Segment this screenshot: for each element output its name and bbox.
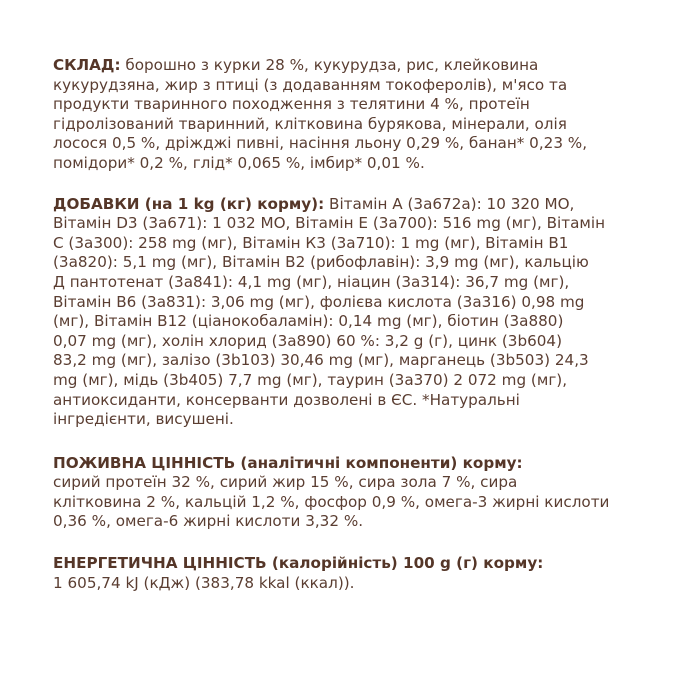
composition-line-3: продукти тваринного походження з телятини 4 %, протеїн xyxy=(53,95,530,114)
product-label-text xyxy=(53,56,638,593)
nutrition-line-1: сирий протеїн 32 %, сирий жир 15 %, сира зола 7 %, сира xyxy=(53,473,518,492)
additives-line-2: Вітамін D3 (3а671): 1 032 МО, Вітамін Е (3а700): 516 mg (мг), Вітамін xyxy=(53,214,606,233)
additives-line-4: (3а820): 5,1 mg (мг), Вітамін В2 (рибофлавін): 3,9 mg (мг), кальцію xyxy=(53,253,589,272)
composition-heading: СКЛАД: xyxy=(53,56,121,74)
nutrition-line-2: клітковина 2 %, кальцій 1,2 %, фосфор 0,9 %, омега-3 жирні кислоти xyxy=(53,492,610,511)
composition-line-1 xyxy=(53,56,638,76)
additives-line-11: антиоксиданти, консерванти дозволені в ЄС. *Натуральні xyxy=(53,390,520,409)
composition-line-4: гідролізований тваринний, клітковина бурякова, мінерали, олія xyxy=(53,114,567,133)
additives-line-8: 0,07 mg (мг), холін хлорид (3а890) 60 %: 3,2 g (г), цинк (3b604) xyxy=(53,331,563,350)
additives-line-9: 83,2 mg (мг), залізо (3b103) 30,46 mg (мг), марганець (3b503) 24,3 xyxy=(53,351,589,370)
additives-line-1 xyxy=(53,195,638,215)
additives-line-3: С (3а300): 258 mg (мг), Вітамін К3 (3а710): 1 mg (мг), Вітамін В1 xyxy=(53,233,569,252)
additives-line-6: Вітамін В6 (3а831): 3,06 mg (мг), фолієва кислота (3а316) 0,98 mg xyxy=(53,292,585,311)
nutrition-section xyxy=(53,454,638,532)
nutrition-heading: ПОЖИВНА ЦІННІСТЬ (аналітичні компоненти) корму: xyxy=(53,453,523,472)
additives-heading: ДОБАВКИ (на 1 kg (кг) корму): xyxy=(53,194,325,213)
additives-line-10: mg (мг), мідь (3b405) 7,7 mg (мг), таурин (3а370) 2 072 mg (мг), xyxy=(53,370,568,389)
additives-text: Вітамін А (3а672а): 10 320 МО, xyxy=(324,194,575,213)
energy-heading: ЕНЕРГЕТИЧНА ЦІННІСТЬ (калорійність) 100 g (г) корму: xyxy=(53,554,544,573)
energy-section xyxy=(53,554,638,593)
composition-line-2: кукурудзяна, жир з птиці (з додаванням токоферолів), м'ясо та xyxy=(53,75,568,94)
additives-line-5: Д пантотенат (3а841): 4,1 mg (мг), ніацин (3а314): 36,7 mg (мг), xyxy=(53,272,570,291)
composition-text: борошно з курки 28 %, кукурудза, рис, клейковина xyxy=(120,56,539,74)
nutrition-line-3: 0,36 %, омега-6 жирні кислоти 3,32 %. xyxy=(53,512,364,531)
energy-line-1: 1 605,74 kJ (кДж) (383,78 kkal (ккал)). xyxy=(53,573,355,592)
composition-line-6: помідори* 0,2 %, глід* 0,065 %, імбир* 0,01 %. xyxy=(53,153,425,172)
composition-line-5: лосося 0,5 %, дріжджі пивні, насіння льону 0,29 %, банан* 0,23 %, xyxy=(53,134,588,153)
composition-section xyxy=(53,56,638,174)
additives-line-7: (мг), Вітамін В12 (ціанокобаламін): 0,14 mg (мг), біотин (3а880) xyxy=(53,312,564,331)
additives-line-12: інгредієнти, висушені. xyxy=(53,410,234,429)
additives-section xyxy=(53,195,638,430)
